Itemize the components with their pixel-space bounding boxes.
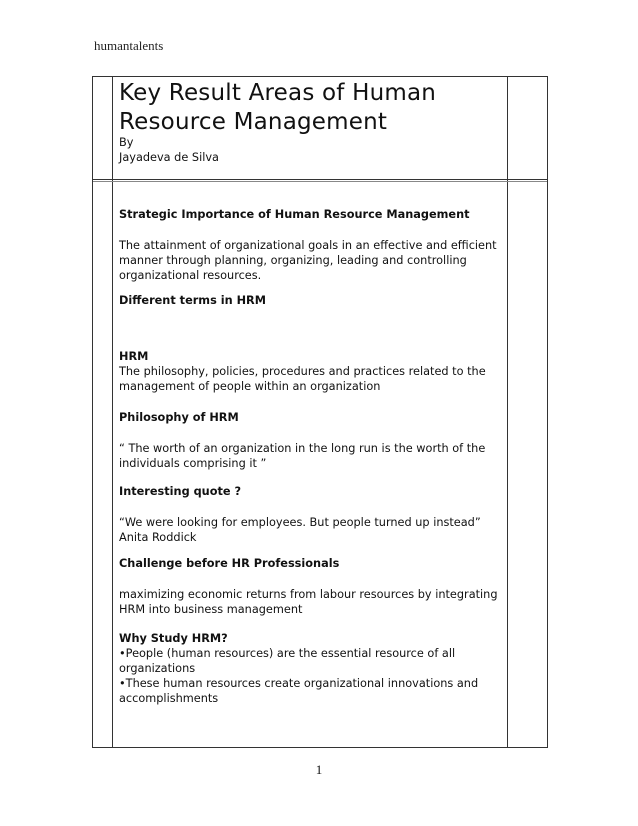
challenge-heading: Challenge before HR Professionals	[119, 557, 340, 570]
strategic-body	[119, 238, 519, 283]
strategic-heading: Strategic Importance of Human Resource Management	[119, 208, 470, 221]
strategic-body-line: The attainment of organizational goals in an effective and efficient	[119, 239, 497, 252]
content-table	[92, 76, 548, 748]
quote-author: Anita Roddick	[119, 531, 197, 544]
terms-heading: Different terms in HRM	[119, 294, 266, 307]
table-row-divider-shadow	[93, 181, 547, 182]
quote-heading: Interesting quote ?	[119, 485, 242, 498]
hrm-heading: HRM	[119, 350, 149, 363]
strategic-body-line: organizational resources.	[119, 269, 262, 282]
quote-body	[119, 515, 519, 545]
byline	[119, 135, 519, 165]
hrm-body-line: The philosophy, policies, procedures and practices related to the	[119, 365, 486, 378]
why-bullet-cont: accomplishments	[119, 692, 219, 705]
quote-body-line: “We were looking for employees. But people turned up instead”	[119, 516, 481, 529]
why-heading: Why Study HRM?	[119, 632, 228, 645]
byline-by: By	[119, 136, 134, 149]
table-row-divider	[93, 179, 547, 180]
strategic-body-line: manner through planning, organizing, leading and controlling	[119, 254, 467, 267]
philosophy-body-line: individuals comprising it ”	[119, 457, 267, 470]
philosophy-body-line: “ The worth of an organization in the long run is the worth of the	[119, 442, 486, 455]
page-header: humantalents	[94, 38, 164, 53]
why-section	[119, 631, 519, 706]
philosophy-body	[119, 441, 519, 471]
table-left-divider	[112, 77, 113, 747]
hrm-section	[119, 349, 519, 394]
why-bullet-cont: organizations	[119, 662, 196, 675]
byline-author: Jayadeva de Silva	[119, 151, 219, 164]
why-bullet: •People (human resources) are the essential resource of all	[119, 647, 456, 660]
why-bullet: •These human resources create organizational innovations and	[119, 677, 479, 690]
hrm-body-line: management of people within an organization	[119, 380, 381, 393]
challenge-body-line: HRM into business management	[119, 603, 303, 616]
title-line-2: Resource Management	[119, 109, 388, 135]
page-number: 1	[315, 762, 323, 777]
challenge-body-line: maximizing economic returns from labour resources by integrating	[119, 588, 498, 601]
challenge-body	[119, 587, 519, 617]
document-title	[119, 79, 519, 137]
philosophy-heading: Philosophy of HRM	[119, 411, 239, 424]
title-line-1: Key Result Areas of Human	[119, 80, 437, 106]
